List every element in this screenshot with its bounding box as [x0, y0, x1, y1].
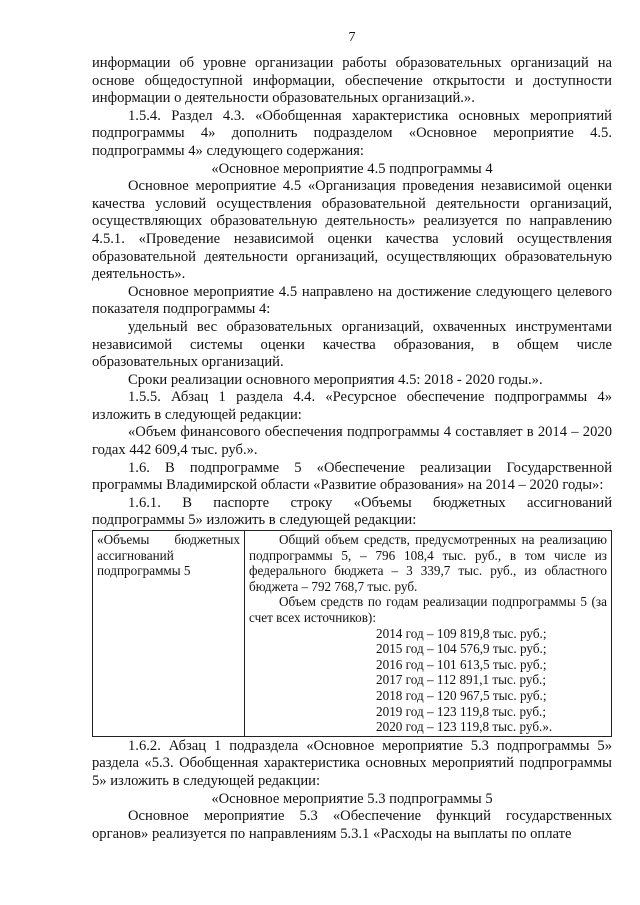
- paragraph-funding-quote: «Объем финансового обеспечения подпрограммы 4 составляет в 2014 – 2020 годах 442 609,4 тыс. руб.».: [92, 424, 612, 459]
- paragraph-measure-4-5-target: Основное мероприятие 4.5 направлено на достижение следующего целевого показателя подпрограммы 4:: [92, 283, 612, 318]
- paragraph-1-5-4: 1.5.4. Раздел 4.3. «Обобщенная характеристика основных мероприятий подпрограммы 4» дополнить подразделом «Основное мероприятие 4.5. подпрограммы 4» следующего содержания:: [92, 107, 612, 159]
- paragraph-terms: Сроки реализации основного мероприятия 4.5: 2018 - 2020 годы.».: [128, 371, 543, 388]
- paragraph-1-6-1-line1: 1.6.1. В паспорте строку «Объемы бюджетных ассигнований: [128, 494, 612, 511]
- paragraph-measure-4-5-desc: Основное мероприятие 4.5 «Организация проведения независимой оценки качества условий осуществления образовательной деятельности организаций, осуществляющих образовательную деятельность» реализуется по направлению 4.5.1. «Проведение независимой оценки качества условий осуществления образовательной деятельности организаций, осуществляющих образовательную деятельность».: [92, 178, 612, 283]
- table-year-2020: 2020 год – 123 119,8 тыс. руб.».: [376, 719, 553, 735]
- paragraph-continuation: информации об уровне организации работы образовательных организаций на основе общедоступной информации, обеспечение открытости и доступности информации о деятельности образовательных организаций.».: [92, 55, 612, 107]
- table-total-text: Общий объем средств, предусмотренных на реализацию подпрограммы 5, – 796 108,4 тыс. руб., в том числе из федерального бюджета – 3 339,7 тыс. руб., из областного бюджета – 792 768,7 тыс. руб.: [249, 532, 607, 594]
- paragraph-1-6-1-line2: подпрограммы 5» изложить в следующей редакции:: [92, 512, 417, 529]
- table-label-text: «Объемы бюджетных ассигнований подпрограммы 5: [97, 532, 240, 579]
- table-year-2016: 2016 год – 101 613,5 тыс. руб.;: [376, 656, 547, 672]
- table-year-2019: 2019 год – 123 119,8 тыс. руб.;: [376, 703, 547, 719]
- paragraph-measure-5-3-desc: Основное мероприятие 5.3 «Обеспечение функций государственных органов» реализуется по направлениям 5.3.1 «Расходы на выплаты по оплате: [92, 808, 612, 842]
- table-by-years-text: Объем средств по годам реализации подпрограммы 5 (за счет всех источников):: [249, 594, 607, 625]
- paragraph-indicator: удельный вес образовательных организаций, охваченных инструментами независимой системы оценки качества образования, в общем числе образовательных организаций.: [92, 318, 612, 371]
- paragraph-1-6: 1.6. В подпрограмме 5 «Обеспечение реализации Государственной программы Владимирской области «Развитие образования» на 2014 – 2020 годы»:: [92, 459, 612, 494]
- table-year-2017: 2017 год – 112 891,1 тыс. руб.;: [376, 672, 547, 688]
- page-number: 7: [348, 30, 356, 45]
- heading-measure-5-3: «Основное мероприятие 5.3 подпрограммы 5: [211, 790, 493, 807]
- table-cell-label: [93, 531, 245, 737]
- heading-measure-4-5: «Основное мероприятие 4.5 подпрограммы 4: [211, 160, 493, 177]
- paragraph-1-6-2: 1.6.2. Абзац 1 подраздела «Основное мероприятие 5.3 подпрограммы 5» раздела «5.3. Обобщенная характеристика основных мероприятий подпрограммы 5» изложить в следующей редакции:: [92, 737, 612, 789]
- paragraph-1-5-5: 1.5.5. Абзац 1 раздела 4.4. «Ресурсное обеспечение подпрограммы 4» изложить в следующей редакции:: [92, 389, 612, 423]
- table-row: [93, 531, 612, 737]
- table-year-2015: 2015 год – 104 576,9 тыс. руб.;: [376, 641, 547, 657]
- table-year-2014: 2014 год – 109 819,8 тыс. руб.;: [376, 625, 547, 641]
- table-cell-value: [245, 531, 612, 737]
- table-year-2018: 2018 год – 120 967,5 тыс. руб.;: [376, 687, 547, 703]
- passport-table: [92, 530, 612, 737]
